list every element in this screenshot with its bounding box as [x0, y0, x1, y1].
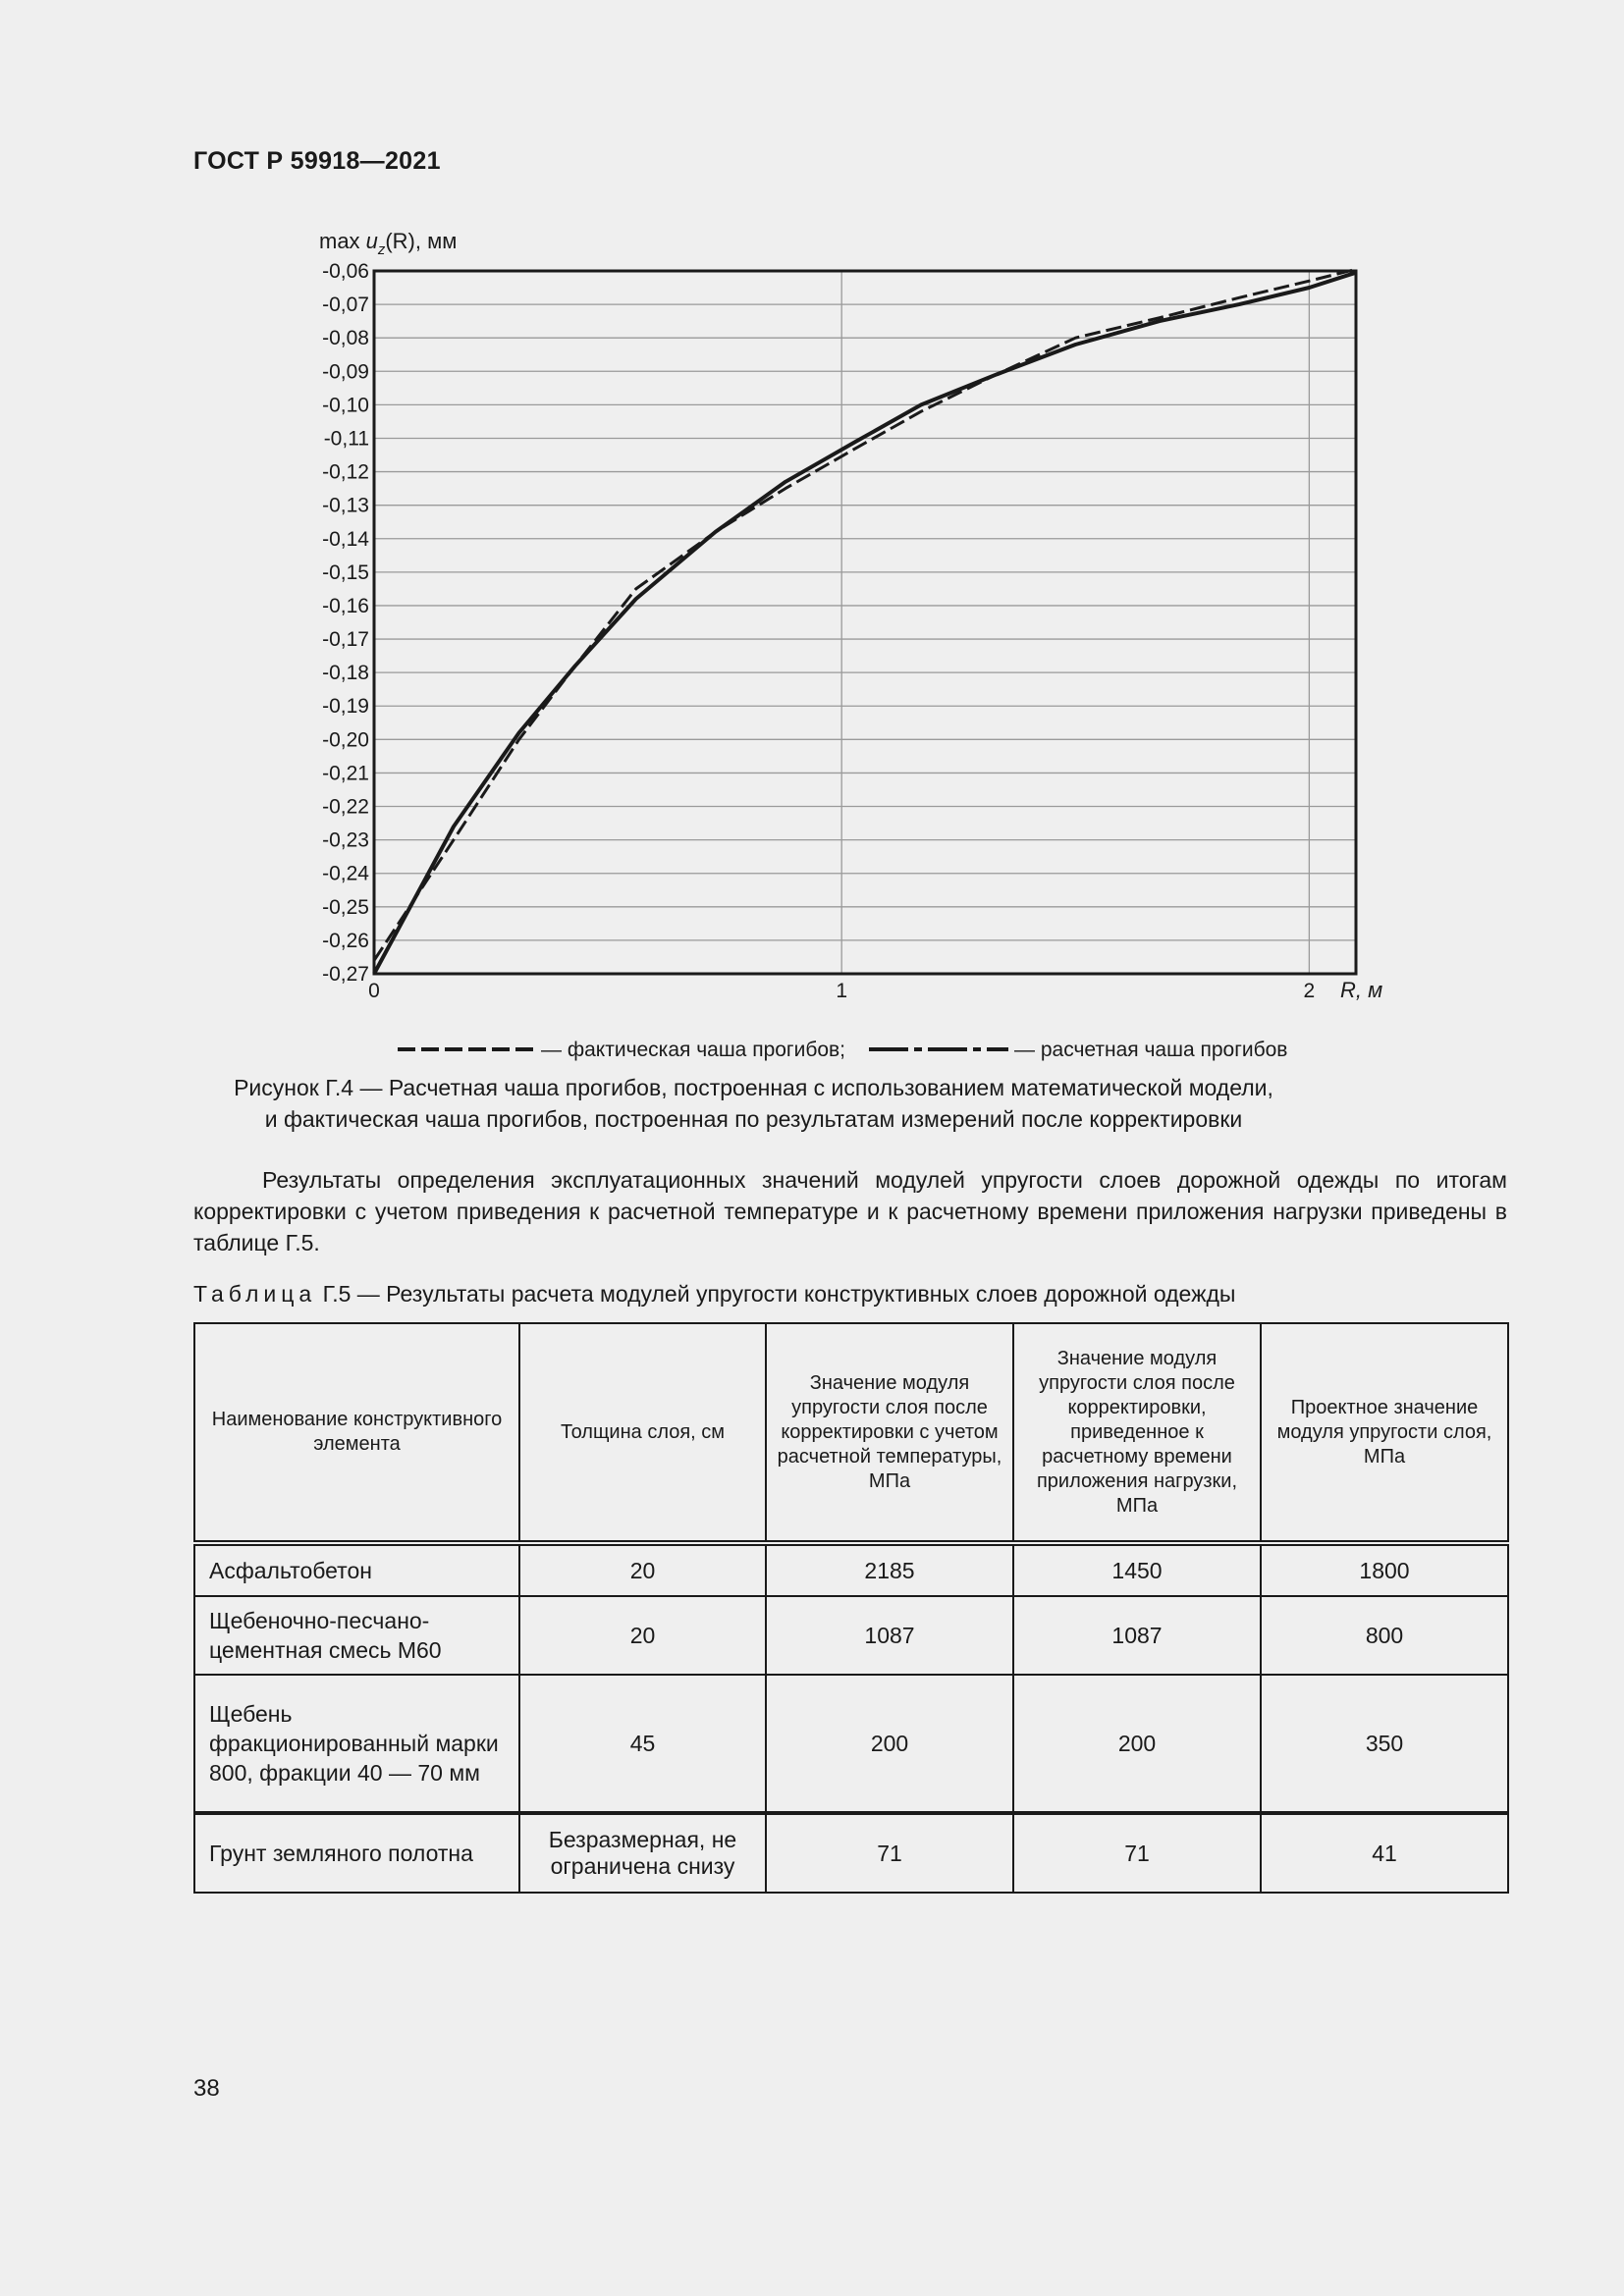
table-cell: 41	[1261, 1813, 1508, 1893]
y-tick-label: -0,20	[322, 728, 369, 752]
y-tick-labels	[322, 260, 369, 986]
chart-legend	[398, 1039, 1287, 1061]
table-cell: 200	[1013, 1675, 1261, 1813]
table-cell: 20	[519, 1596, 766, 1675]
x-tick-label: 1	[836, 980, 848, 1002]
table-cell: Щебеночно-песчано-цементная смесь М60	[194, 1596, 519, 1675]
chart-series	[374, 269, 1356, 974]
y-tick-label: -0,12	[322, 460, 369, 484]
y-axis-label: $\max u_z(R)$, мм	[319, 229, 458, 258]
results-table	[193, 1322, 1509, 1894]
legend-label-calculated: — расчетная чаша прогибов	[1014, 1039, 1288, 1061]
table-cell: 45	[519, 1675, 766, 1813]
x-tick-label: 0	[368, 980, 380, 1002]
table-cell: 1450	[1013, 1543, 1261, 1596]
y-tick-label: -0,07	[322, 294, 369, 317]
x-tick-labels	[368, 980, 1315, 1002]
table-cell: 350	[1261, 1675, 1508, 1813]
figure-caption	[193, 1072, 1314, 1135]
y-tick-label: -0,15	[322, 561, 369, 584]
table-header-row	[194, 1323, 1508, 1543]
table-cell: 800	[1261, 1596, 1508, 1675]
x-tick-label: 2	[1303, 980, 1316, 1002]
y-tick-label: -0,13	[322, 494, 369, 517]
table-cell: 20	[519, 1543, 766, 1596]
table-title-text: Г.5 — Результаты расчета модулей упругости конструктивных слоев дорожной одежды	[316, 1281, 1236, 1307]
y-tick-label: -0,06	[322, 260, 369, 283]
table-cell: 1087	[1013, 1596, 1261, 1675]
y-tick-label: -0,16	[322, 594, 369, 617]
body-paragraph-text: Результаты определения эксплуатационных значений модулей упругости слоев дорожной одежды по итогам корректировки с учетом приведения к расчетной температуре и к расчетному времени приложения нагрузки приведены в таблице Г.5.	[193, 1167, 1507, 1255]
body-paragraph	[193, 1164, 1507, 1258]
table-row	[194, 1596, 1508, 1675]
series-calculated-deflection-line	[374, 273, 1356, 974]
y-tick-label: -0,17	[322, 628, 369, 652]
y-tick-label: -0,27	[322, 963, 369, 986]
y-tick-label: -0,09	[322, 360, 369, 384]
table-title-label: Таблица	[193, 1281, 317, 1307]
header-cell: Значение модуля упругости слоя после корректировки с учетом расчетной температуры, МПа	[766, 1323, 1013, 1543]
y-tick-label: -0,18	[322, 662, 369, 685]
figure-caption-line-2: и фактическая чаша прогибов, построенная по результатам измерений после корректировки	[264, 1106, 1243, 1132]
y-tick-label: -0,19	[322, 695, 369, 719]
table-row	[194, 1813, 1508, 1893]
document-standard-header: ГОСТ Р 59918—2021	[193, 147, 441, 175]
y-tick-label: -0,22	[322, 795, 369, 819]
table-cell: Безразмерная, не ограничена снизу	[519, 1813, 766, 1893]
y-tick-label: -0,08	[322, 327, 369, 350]
x-axis-label: R, м	[1340, 978, 1383, 1002]
header-cell: Толщина слоя, см	[519, 1323, 766, 1543]
legend-label-actual: — фактическая чаша прогибов;	[541, 1039, 846, 1061]
table-cell: 1800	[1261, 1543, 1508, 1596]
page-number: 38	[193, 2075, 220, 2102]
y-tick-label: -0,23	[322, 828, 369, 852]
y-tick-label: -0,25	[322, 895, 369, 919]
table-cell: Щебень фракционированный марки 800, фракции 40 — 70 мм	[194, 1675, 519, 1813]
table-cell: 71	[1013, 1813, 1261, 1893]
y-tick-label: -0,21	[322, 762, 369, 785]
y-tick-label: -0,24	[322, 862, 369, 885]
table-cell: 200	[766, 1675, 1013, 1813]
header-cell: Проектное значение модуля упругости слоя, МПа	[1261, 1323, 1508, 1543]
plot-frame	[374, 271, 1356, 974]
header-cell: Наименование конструктивного элемента	[194, 1323, 519, 1543]
y-tick-label: -0,26	[322, 929, 369, 952]
header-cell: Значение модуля упругости слоя после корректировки, приведенное к расчетному времени приложения нагрузки, МПа	[1013, 1323, 1261, 1543]
deflection-bowl-chart	[0, 0, 1624, 1070]
y-tick-label: -0,10	[322, 394, 369, 417]
chart-grid	[374, 271, 1356, 974]
table-row	[194, 1543, 1508, 1596]
table-cell: 71	[766, 1813, 1013, 1893]
table-cell: 1087	[766, 1596, 1013, 1675]
table-title	[193, 1281, 1235, 1308]
table-cell: Грунт земляного полотна	[194, 1813, 519, 1893]
figure-caption-line-1: Рисунок Г.4 — Расчетная чаша прогибов, построенная с использованием математической модели,	[234, 1075, 1273, 1100]
y-tick-label: -0,11	[323, 427, 369, 451]
table-cell: 2185	[766, 1543, 1013, 1596]
y-tick-label: -0,14	[322, 527, 369, 551]
series-actual-deflection-line	[374, 269, 1356, 960]
table-cell: Асфальтобетон	[194, 1543, 519, 1596]
table-row	[194, 1675, 1508, 1813]
